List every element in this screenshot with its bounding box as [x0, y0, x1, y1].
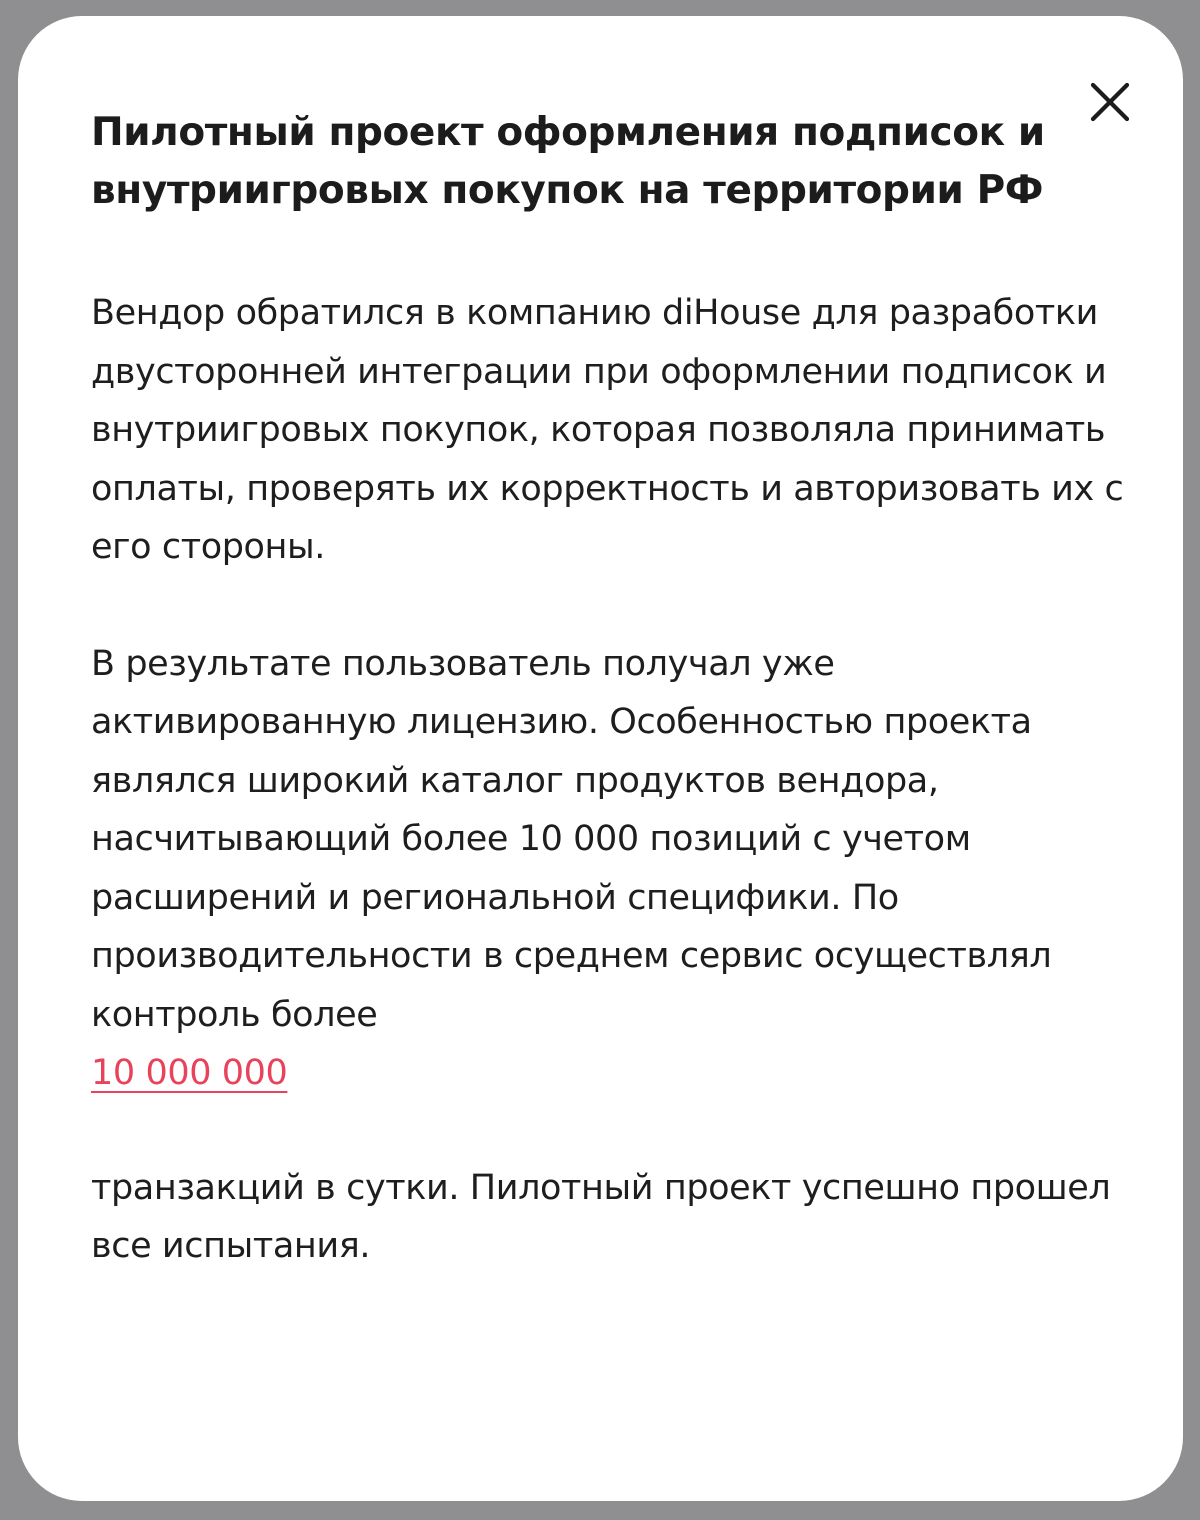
modal-content	[91, 104, 1131, 1276]
description-paragraph-1: Вендор обратился в компанию diHouse для разработки двусторонней интеграции при оформлении подписок и внутриигровых покупок, которая позволяла принимать оплаты, проверять их корректность и авторизовать их с его стороны.	[91, 293, 1124, 567]
project-modal	[18, 16, 1183, 1501]
description-paragraph-2	[91, 635, 1131, 1103]
modal-title: Пилотный проект оформления подписок и внутриигровых покупок на территории РФ	[91, 110, 1045, 213]
description-paragraph-3: транзакций в сутки. Пилотный проект успешно прошел все испытания.	[91, 1167, 1111, 1266]
description-paragraph-2-text: В результате пользователь получал уже активированную лицензию. Особенностью проекта являлся широкий каталог продуктов вендора, насчитывающий более 10 000 позиций с учетом расширений и региональной специфики. По производительности в среднем сервис осуществлял контроль более	[91, 643, 1052, 1035]
transactions-count-link[interactable]: 10 000 000	[91, 1053, 288, 1093]
